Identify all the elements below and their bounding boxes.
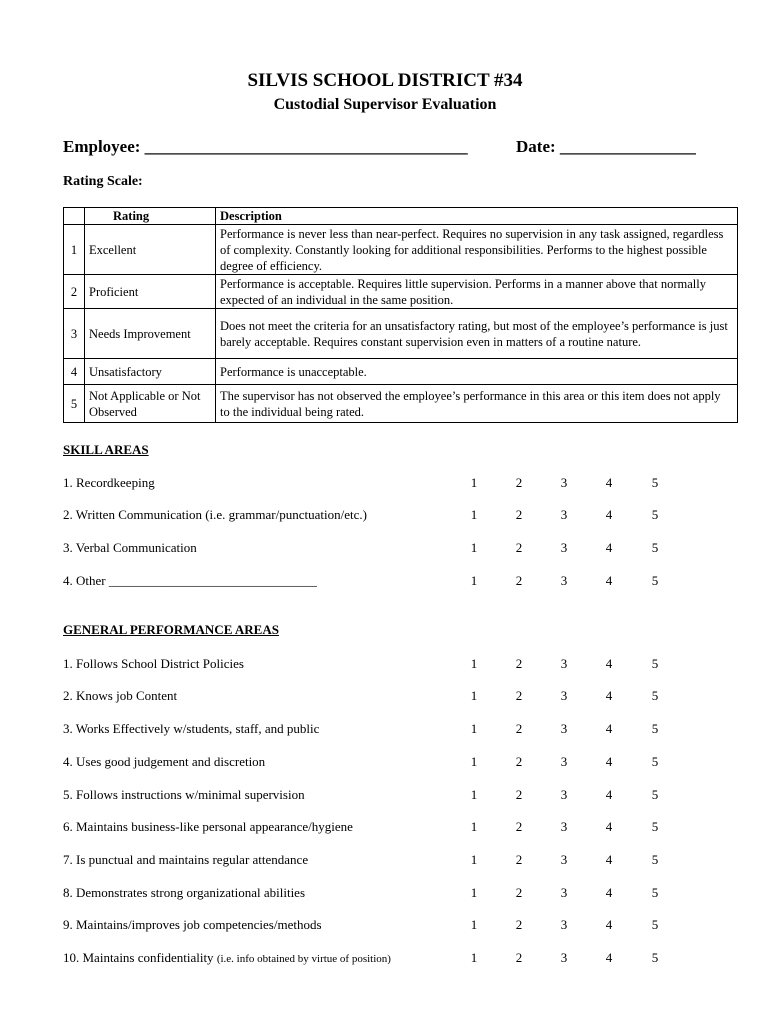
rating-scale-header-row	[64, 208, 738, 225]
skill-item-label: 4. Other ________________________________	[63, 573, 317, 588]
rating-option-1[interactable]: 1	[470, 917, 478, 932]
rating-option-4[interactable]: 4	[605, 507, 613, 522]
rating-description: The supervisor has not observed the employee’s performance in this area or this item does not apply to the individual being rated.	[216, 385, 738, 423]
rating-number: 4	[64, 359, 85, 385]
rating-option-3[interactable]: 3	[560, 656, 568, 671]
performance-item-row	[63, 688, 743, 706]
document-title: SILVIS SCHOOL DISTRICT #34	[247, 70, 523, 91]
rating-option-3[interactable]: 3	[560, 540, 568, 555]
performance-item-row	[63, 656, 743, 674]
rating-number: 2	[64, 275, 85, 309]
rating-option-5[interactable]: 5	[651, 688, 659, 703]
rating-option-2[interactable]: 2	[515, 950, 523, 965]
rating-description: Performance is never less than near-perfect. Requires no supervision in any task assigned, regardless of complexity. Constantly looking for additional responsibilities. Performs to the highest possible degree of efficiency.	[216, 225, 738, 275]
rating-option-4[interactable]: 4	[605, 475, 613, 490]
rating-option-5[interactable]: 5	[651, 573, 659, 588]
rating-option-1[interactable]: 1	[470, 688, 478, 703]
rating-option-3[interactable]: 3	[560, 950, 568, 965]
rating-option-5[interactable]: 5	[651, 540, 659, 555]
performance-item-label: 2. Knows job Content	[63, 688, 178, 703]
rating-option-5[interactable]: 5	[651, 754, 659, 769]
rating-option-1[interactable]: 1	[470, 819, 478, 834]
rating-option-1[interactable]: 1	[470, 656, 478, 671]
rating-option-2[interactable]: 2	[515, 475, 523, 490]
skill-item-label: 1. Recordkeeping	[63, 475, 155, 490]
rating-option-3[interactable]: 3	[560, 852, 568, 867]
performance-item-label: 1. Follows School District Policies	[63, 656, 244, 671]
rating-option-2[interactable]: 2	[515, 656, 523, 671]
rating-description: Performance is acceptable. Requires little supervision. Performs in a manner above that normally expected of an individual in the same position.	[216, 275, 738, 309]
rating-column-header: Rating	[85, 208, 216, 225]
rating-option-1[interactable]: 1	[470, 754, 478, 769]
general-performance-heading: GENERAL PERFORMANCE AREAS	[63, 622, 279, 637]
performance-item-label	[63, 950, 391, 966]
performance-item-label: 7. Is punctual and maintains regular attendance	[63, 852, 309, 867]
rating-option-4[interactable]: 4	[605, 656, 613, 671]
rating-scale-table	[63, 207, 738, 423]
rating-option-4[interactable]: 4	[605, 754, 613, 769]
rating-option-5[interactable]: 5	[651, 721, 659, 736]
rating-option-5[interactable]: 5	[651, 819, 659, 834]
skill-item-row	[63, 573, 743, 591]
performance-item-row	[63, 819, 743, 837]
performance-item-note: (i.e. info obtained by virtue of position)	[216, 953, 391, 965]
rating-option-4[interactable]: 4	[605, 852, 613, 867]
performance-item-row	[63, 885, 743, 903]
rating-scale-label: Rating Scale:	[63, 174, 143, 189]
rating-number: 1	[64, 225, 85, 275]
employee-field[interactable]: Employee: ______________________________________	[63, 137, 468, 156]
rating-option-5[interactable]: 5	[651, 787, 659, 802]
rating-scale-row	[64, 309, 738, 359]
document-subtitle: Custodial Supervisor Evaluation	[273, 96, 497, 113]
performance-item-label: 9. Maintains/improves job competencies/methods	[63, 917, 322, 932]
performance-item-label: 4. Uses good judgement and discretion	[63, 754, 266, 769]
rating-option-4[interactable]: 4	[605, 917, 613, 932]
rating-option-2[interactable]: 2	[515, 852, 523, 867]
skill-item-label: 2. Written Communication (i.e. grammar/punctuation/etc.)	[63, 507, 367, 522]
rating-option-3[interactable]: 3	[560, 573, 568, 588]
rating-option-2[interactable]: 2	[515, 688, 523, 703]
rating-option-1[interactable]: 1	[470, 573, 478, 588]
skill-item-row	[63, 475, 743, 493]
performance-item-row	[63, 754, 743, 772]
rating-scale-row	[64, 275, 738, 309]
rating-option-3[interactable]: 3	[560, 754, 568, 769]
rating-option-2[interactable]: 2	[515, 507, 523, 522]
rating-option-2[interactable]: 2	[515, 787, 523, 802]
rating-option-1[interactable]: 1	[470, 475, 478, 490]
rating-option-4[interactable]: 4	[605, 819, 613, 834]
rating-option-4[interactable]: 4	[605, 950, 613, 965]
rating-option-2[interactable]: 2	[515, 754, 523, 769]
performance-item-text: 10. Maintains confidentiality	[63, 950, 214, 965]
rating-option-2[interactable]: 2	[515, 721, 523, 736]
rating-option-4[interactable]: 4	[605, 721, 613, 736]
rating-scale-row	[64, 225, 738, 275]
rating-description: Performance is unacceptable.	[216, 359, 738, 385]
performance-item-row	[63, 787, 743, 805]
rating-option-5[interactable]: 5	[651, 852, 659, 867]
rating-option-1[interactable]: 1	[470, 852, 478, 867]
performance-item-label: 5. Follows instructions w/minimal supervision	[63, 787, 305, 802]
rating-option-3[interactable]: 3	[560, 507, 568, 522]
rating-number: 5	[64, 385, 85, 423]
blank-header-cell	[64, 208, 85, 225]
rating-option-2[interactable]: 2	[515, 917, 523, 932]
rating-option-3[interactable]: 3	[560, 819, 568, 834]
rating-name: Needs Improvement	[85, 309, 216, 359]
performance-item-row	[63, 721, 743, 739]
rating-name: Excellent	[85, 225, 216, 275]
rating-option-1[interactable]: 1	[470, 885, 478, 900]
rating-option-2[interactable]: 2	[515, 819, 523, 834]
rating-option-4[interactable]: 4	[605, 787, 613, 802]
performance-item-label: 6. Maintains business-like personal appearance/hygiene	[63, 819, 353, 834]
rating-option-3[interactable]: 3	[560, 688, 568, 703]
performance-item-label: 3. Works Effectively w/students, staff, and public	[63, 721, 320, 736]
rating-option-1[interactable]: 1	[470, 507, 478, 522]
skill-areas-heading: SKILL AREAS	[63, 442, 149, 457]
performance-item-row	[63, 950, 743, 968]
rating-option-5[interactable]: 5	[651, 656, 659, 671]
rating-name: Proficient	[85, 275, 216, 309]
rating-description: Does not meet the criteria for an unsatisfactory rating, but most of the employee’s performance is just barely acceptable. Requires constant supervision even in matters of a routine nature.	[216, 309, 738, 359]
skill-item-row	[63, 540, 743, 558]
rating-option-5[interactable]: 5	[651, 917, 659, 932]
date-field[interactable]: Date: ________________	[516, 137, 696, 156]
rating-option-4[interactable]: 4	[605, 573, 613, 588]
rating-option-3[interactable]: 3	[560, 885, 568, 900]
description-column-header: Description	[216, 208, 738, 225]
rating-option-3[interactable]: 3	[560, 475, 568, 490]
rating-option-2[interactable]: 2	[515, 573, 523, 588]
rating-option-4[interactable]: 4	[605, 688, 613, 703]
rating-option-2[interactable]: 2	[515, 885, 523, 900]
performance-item-row	[63, 917, 743, 935]
performance-item-row	[63, 852, 743, 870]
rating-option-4[interactable]: 4	[605, 540, 613, 555]
skill-item-row	[63, 507, 743, 525]
performance-item-label: 8. Demonstrates strong organizational abilities	[63, 885, 306, 900]
rating-number: 3	[64, 309, 85, 359]
rating-option-5[interactable]: 5	[651, 475, 659, 490]
rating-scale-row	[64, 359, 738, 385]
rating-option-2[interactable]: 2	[515, 540, 523, 555]
rating-option-4[interactable]: 4	[605, 885, 613, 900]
rating-option-5[interactable]: 5	[651, 885, 659, 900]
rating-option-5[interactable]: 5	[651, 507, 659, 522]
rating-option-1[interactable]: 1	[470, 950, 478, 965]
rating-name: Not Applicable or Not Observed	[85, 385, 216, 423]
rating-option-3[interactable]: 3	[560, 787, 568, 802]
rating-option-1[interactable]: 1	[470, 787, 478, 802]
rating-name: Unsatisfactory	[85, 359, 216, 385]
rating-option-1[interactable]: 1	[470, 540, 478, 555]
rating-option-5[interactable]: 5	[651, 950, 659, 965]
rating-option-3[interactable]: 3	[560, 917, 568, 932]
rating-option-1[interactable]: 1	[470, 721, 478, 736]
rating-option-3[interactable]: 3	[560, 721, 568, 736]
rating-scale-row	[64, 385, 738, 423]
skill-item-label: 3. Verbal Communication	[63, 540, 197, 555]
